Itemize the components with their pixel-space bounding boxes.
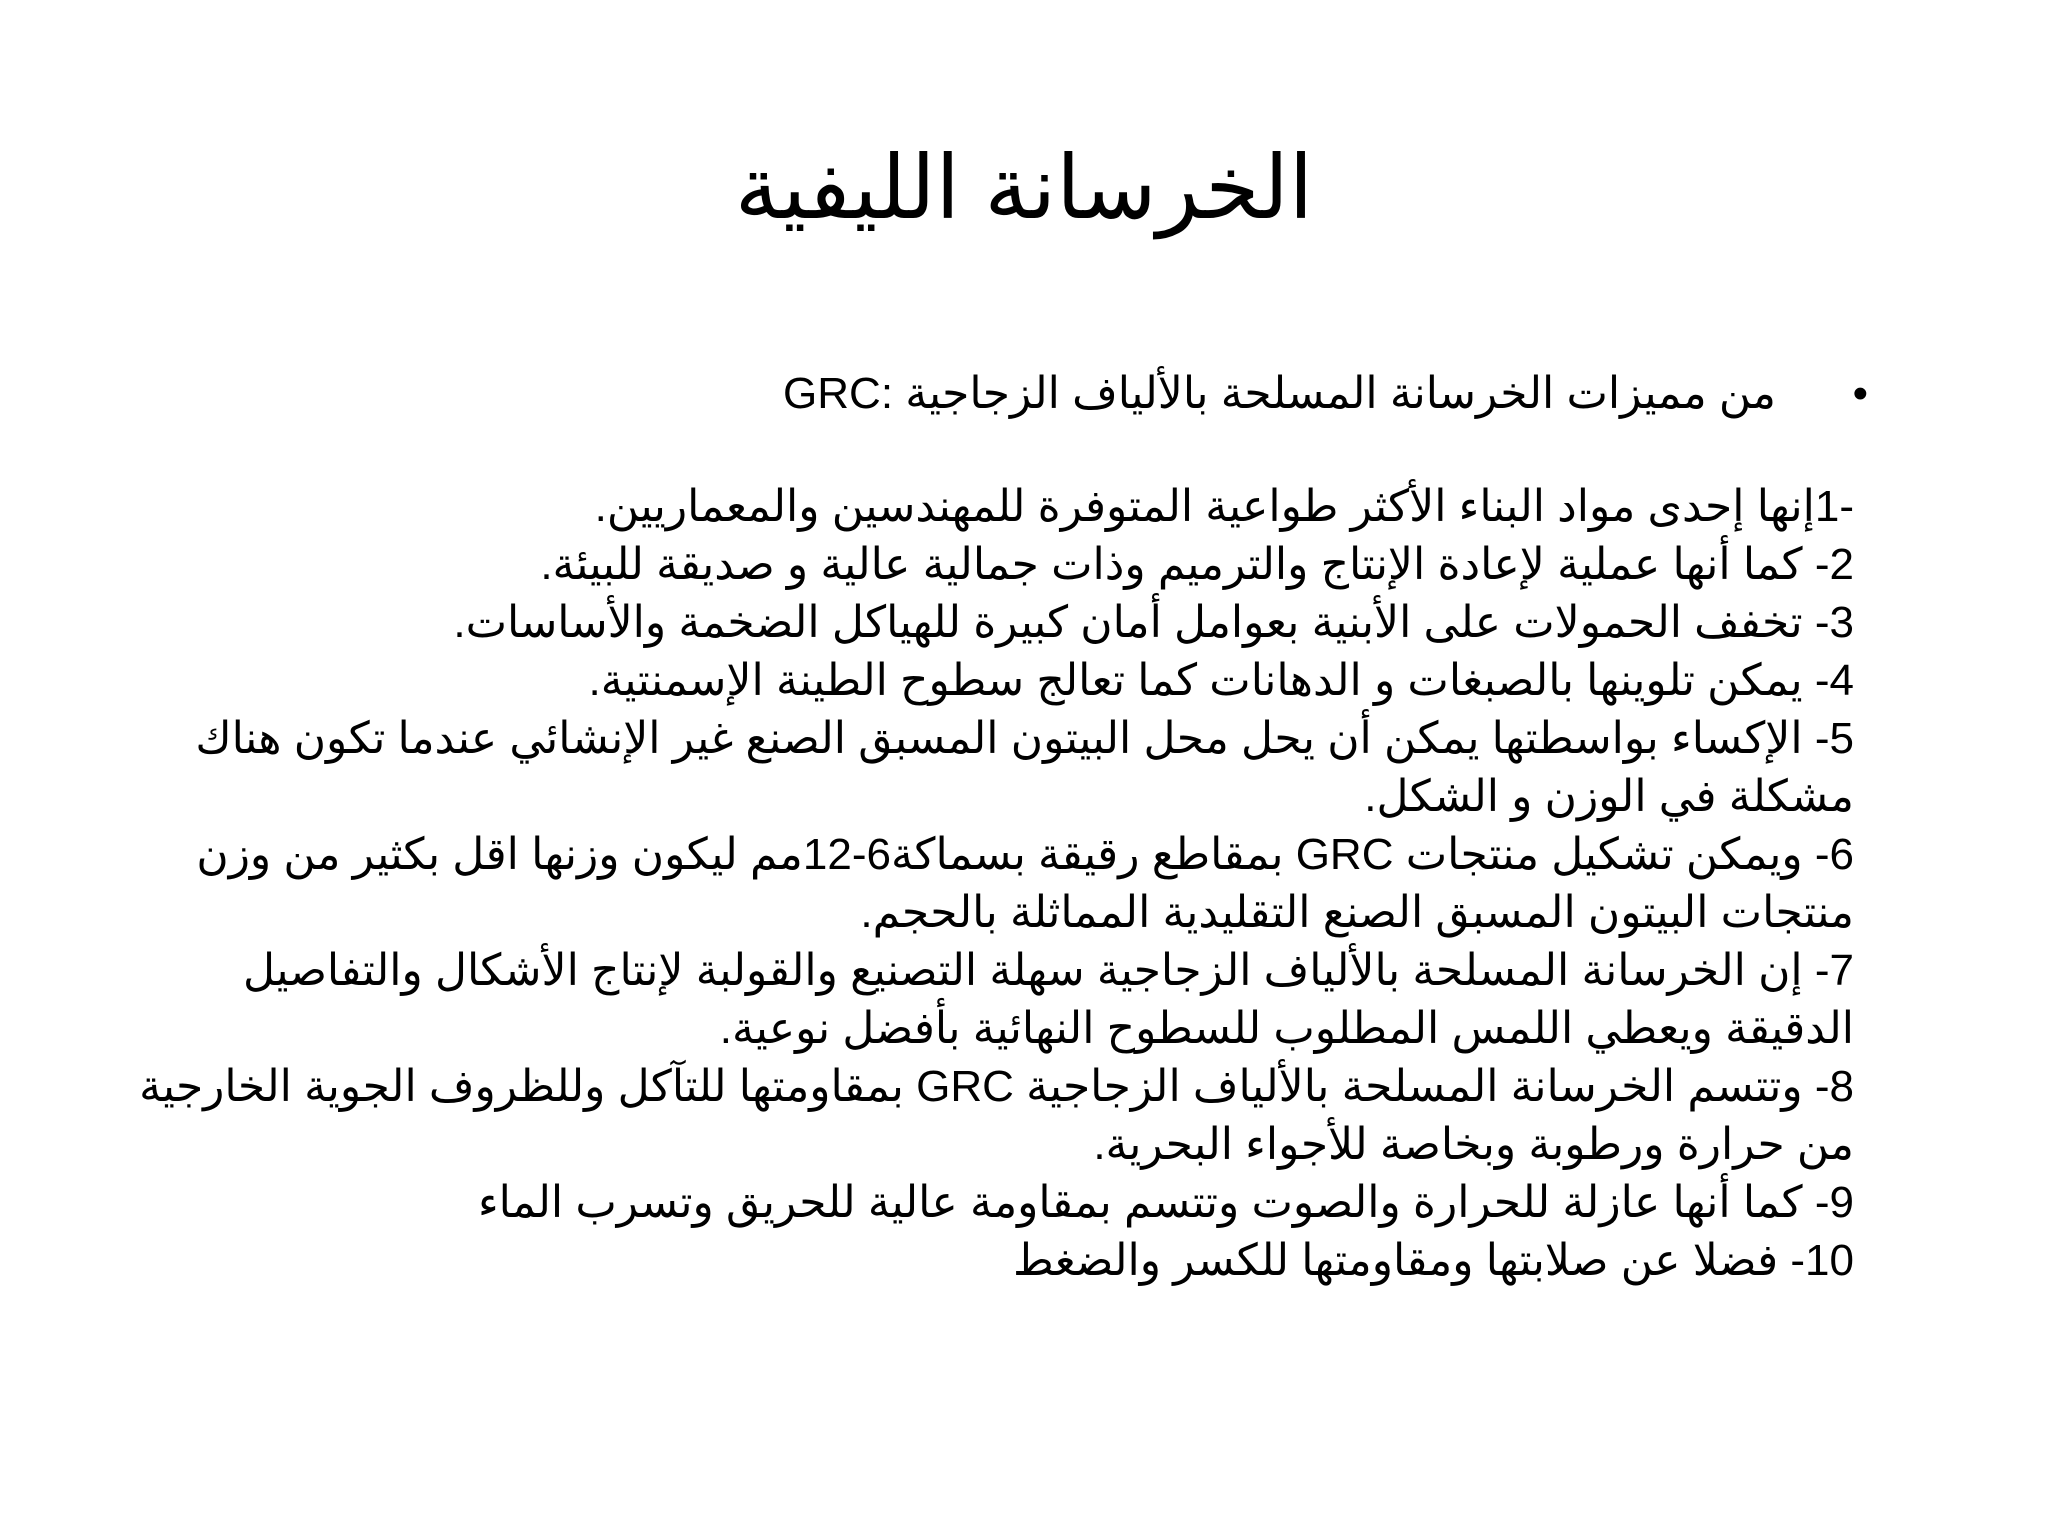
point-5: 5- الإكساء بواسطتها يمكن أن يحل محل البيتون المسبق الصنع غير الإنشائي عندما تكون هناك مشكلة في الوزن و الشكل.: [195, 714, 1854, 821]
slide-title: الخرسانة الليفية: [734, 138, 1314, 237]
spacer: [128, 426, 1868, 478]
bullet-marker: •: [1852, 369, 1868, 418]
bullet-text: من مميزات الخرسانة المسلحة بالألياف الزجاجية :GRC: [783, 369, 1776, 418]
point-9: 9- كما أنها عازلة للحرارة والصوت وتتسم بمقاومة عالية للحريق وتسرب الماء: [477, 1178, 1854, 1227]
point-10: 10- فضلا عن صلابتها ومقاومتها للكسر والضغط: [1012, 1236, 1854, 1285]
points-list: [128, 478, 1868, 1290]
point-8: 8- وتتسم الخرسانة المسلحة بالألياف الزجاجية GRC بمقاومتها للتآكل وللظروف الجوية الخارجية من حرارة ورطوبة وبخاصة للأجواء البحرية.: [139, 1062, 1854, 1169]
point-1: -1إنها إحدى مواد البناء الأكثر طواعية المتوفرة للمهندسين والمعماريين.: [594, 482, 1854, 531]
point-6: 6- ويمكن تشكيل منتجات GRC بمقاطع رقيقة بسماكة6-12مم ليكون وزنها اقل بكثير من وزن منتجات البيتون المسبق الصنع التقليدية المماثلة بالحجم.: [196, 830, 1854, 937]
slide-content: [128, 362, 1868, 1290]
point-3: 3- تخفف الحمولات على الأبنية بعوامل أمان كبيرة للهياكل الضخمة والأساسات.: [453, 598, 1854, 647]
point-7: 7- إن الخرسانة المسلحة بالألياف الزجاجية سهلة التصنيع والقولبة لإنتاج الأشكال والتفاصيل الدقيقة ويعطي اللمس المطلوب للسطوح النهائية بأفضل نوعية.: [242, 946, 1854, 1053]
point-2: 2- كما أنها عملية لإعادة الإنتاج والترميم وذات جمالية عالية و صديقة للبيئة.: [540, 540, 1854, 589]
point-4: 4- يمكن تلوينها بالصبغات و الدهانات كما تعالج سطوح الطينة الإسمنتية.: [588, 656, 1854, 705]
bullet-item: [128, 362, 1868, 426]
